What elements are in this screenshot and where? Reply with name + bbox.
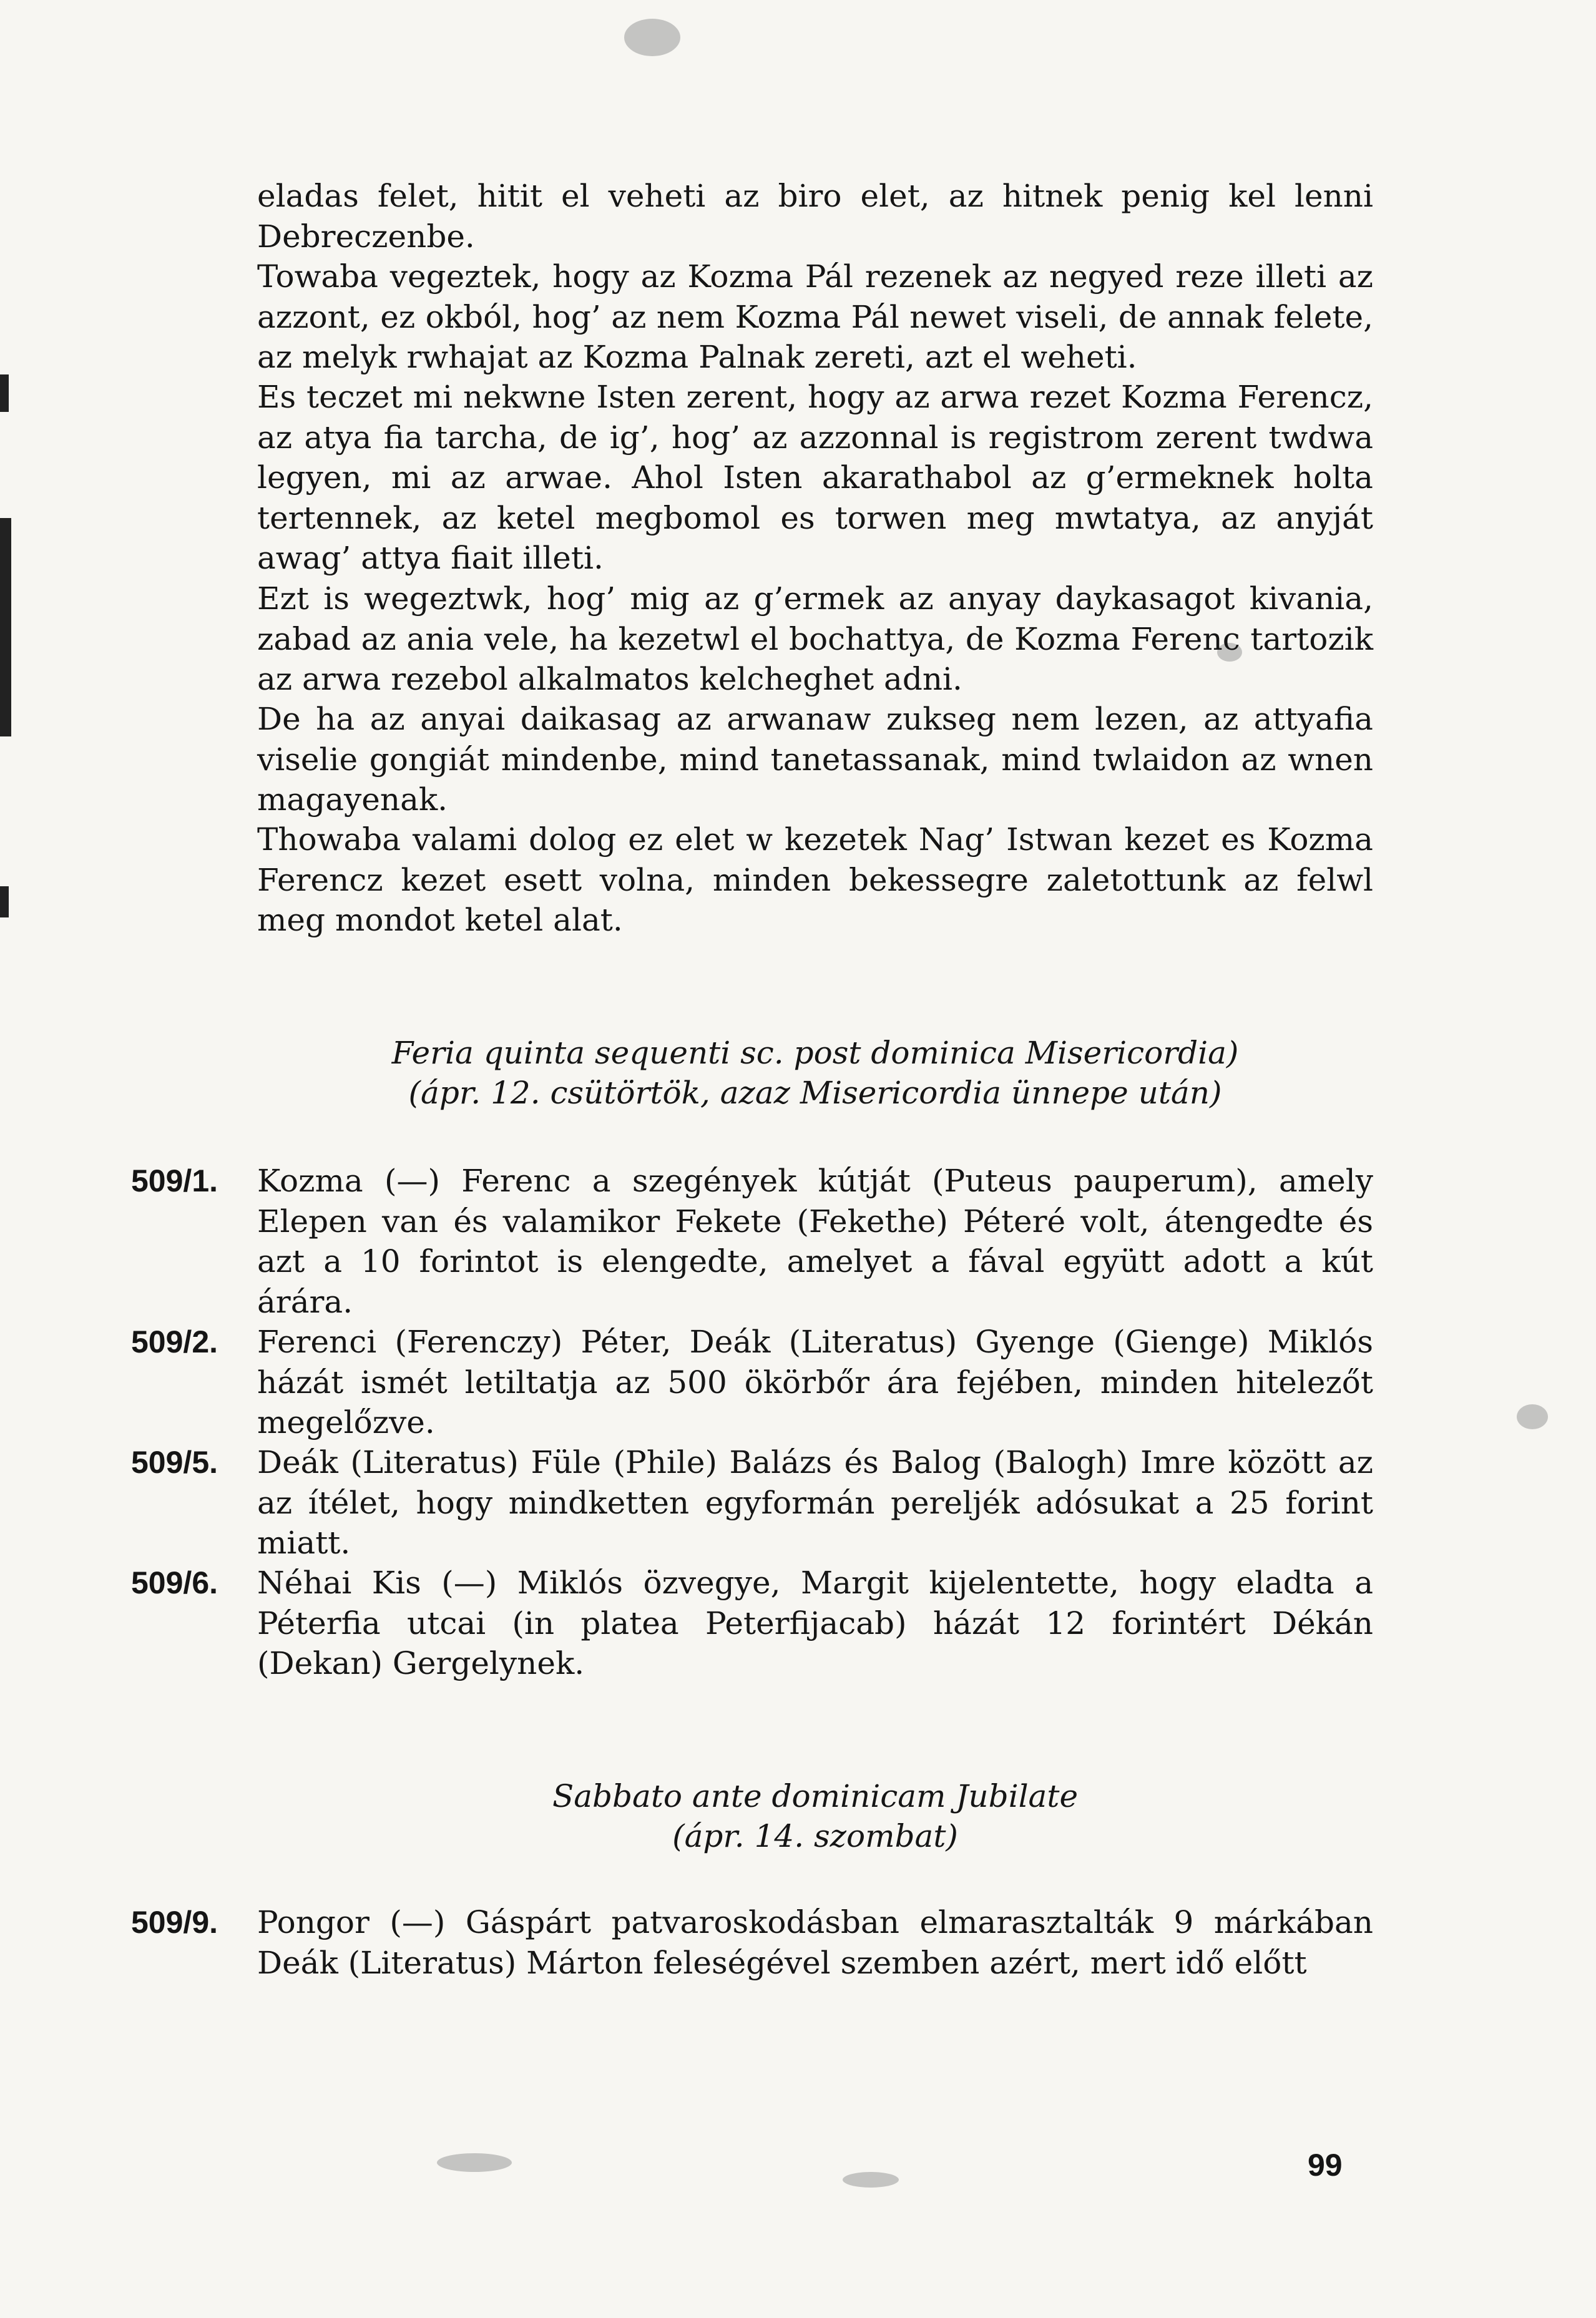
scan-speck [1517, 1404, 1548, 1429]
paragraph: Towaba vegeztek, hogy az Kozma Pál rezenek az negyed reze illeti az azzont, ez okból, hog’ az nem Kozma Pál newet viseli, de annak felete, az melyk rwhajat az Kozma Palnak zereti, azt el weheti. [257, 258, 1373, 375]
section-heading-date: (ápr. 14. szombat) [672, 1818, 958, 1854]
entry-text: Deák (Literatus) Füle (Phile) Balázs és Balog (Balogh) Imre között az az ítélet, hogy mindketten egyformán pereljék adósukat a 25 forint miatt. [257, 1444, 1373, 1561]
scan-speck [624, 19, 680, 56]
entry-text: Pongor (—) Gáspárt patvaroskodásban elmarasztalták 9 márkában Deák (Literatus) Márton feleségével szemben azért, mert idő előtt [257, 1904, 1373, 1981]
paragraph: De ha az anyai daikasag az arwanaw zukseg nem lezen, az attyafia viselie gongiát mindenbe, mind tanetassanak, mind twlaidon az wnen magayenak. [257, 701, 1373, 818]
scan-speck [437, 2153, 512, 2172]
paragraph: eladas felet, hitit el veheti az biro elet, az hitnek penig kel lenni Debreczenbe. [257, 178, 1373, 255]
section-heading-date: (ápr. 12. csütörtök, azaz Misericordia ünnepe után) [408, 1075, 1222, 1111]
scan-edge-mark [0, 518, 11, 736]
scan-edge-mark [0, 374, 9, 412]
entry-text: Kozma (—) Ferenc a szegények kútját (Puteus pauperum), amely Elepen van és valamikor Fekete (Fekethe) Péteré volt, átengedte és azt a 10 forintot is elengedte, amelyet a fával együtt adott a kút árára. [257, 1163, 1373, 1320]
section-heading-latin: Sabbato ante dominicam Jubilate [552, 1778, 1079, 1814]
paragraph: Es teczet mi nekwne Isten zerent, hogy az arwa rezet Kozma Ferencz, az atya fia tarcha, de ig’, hog’ az azzonnal is registrom zerent twdwa legyen, mi az arwae. Ahol Isten akarathabol az g’ermeknek holta tertennek, az ketel megbomol es torwen meg mwtatya, az anyját awag’ attya fiait illeti. [257, 379, 1373, 576]
section-heading [257, 1033, 1373, 1113]
page-number: 99 [1308, 2148, 1343, 2183]
entry-number: 509/2. [131, 1324, 218, 1359]
entry-number: 509/6. [131, 1565, 218, 1600]
section-heading-latin: Feria quinta sequenti sc. post dominica Misericordia) [391, 1035, 1239, 1071]
entry-text: Néhai Kis (—) Miklós özvegye, Margit kijelentette, hogy eladta a Péterfia utcai (in platea Peterfijacab) házát 12 forintért Dékán (Dekan) Gergelynek. [257, 1565, 1373, 1681]
section-heading [257, 1776, 1373, 1856]
entry-number: 509/9. [131, 1905, 218, 1940]
paragraph: Thowaba valami dolog ez elet w kezetek Nag’ Istwan kezet es Kozma Ferencz kezet esett volna, minden bekessegre zaletottunk az felwl meg mondot ketel alat. [257, 821, 1373, 938]
paragraph: Ezt is wegeztwk, hog’ mig az g’ermek az anyay daykasagot kivania, zabad az ania vele, ha kezetwl el bochattya, de Kozma Ferenc tartozik az arwa rezebol alkalmatos kelcheghet adni. [257, 580, 1373, 697]
entry-text: Ferenci (Ferenczy) Péter, Deák (Literatus) Gyenge (Gienge) Miklós házát ismét letiltatja az 500 ökörbőr ára fejében, minden hitelezőt megelőzve. [257, 1324, 1373, 1440]
entry-number: 509/1. [131, 1163, 218, 1198]
entry-number: 509/5. [131, 1445, 218, 1480]
scan-edge-mark [0, 886, 9, 917]
scan-speck [843, 2172, 899, 2188]
